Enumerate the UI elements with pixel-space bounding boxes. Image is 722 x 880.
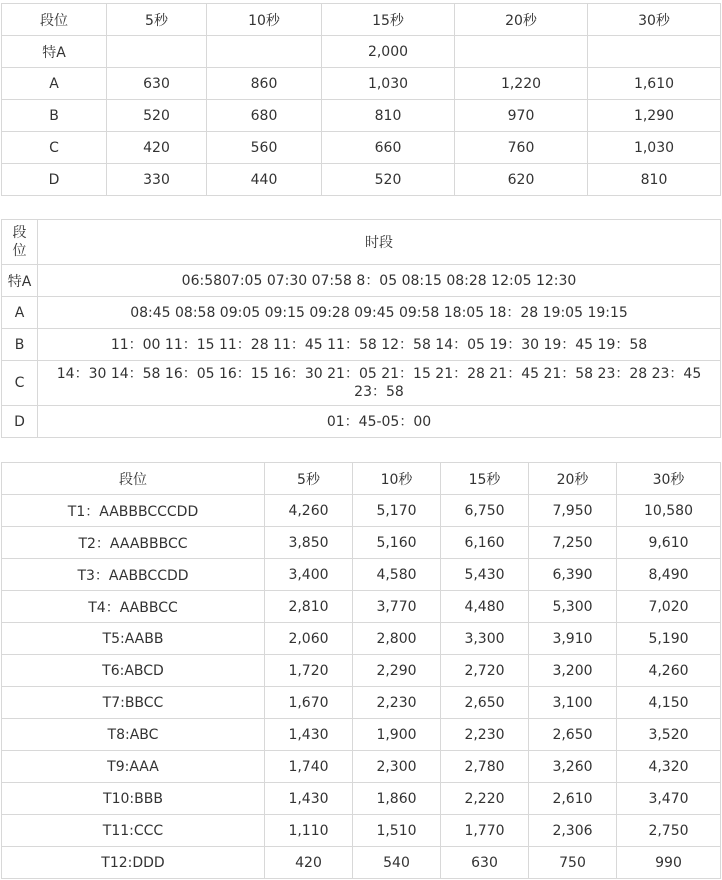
table-row [2, 265, 721, 297]
package-cell: T1：AABBBCCCDD [2, 495, 265, 527]
price-cell: 2,720 [441, 655, 529, 687]
price-cell: 3,200 [529, 655, 617, 687]
package-cell: T4：AABBCC [2, 591, 265, 623]
time-slots-cell: 06:5807:05 07:30 07:58 8：05 08:15 08:28 12:05 12:30 [38, 265, 721, 297]
grade-cell: C [2, 361, 38, 406]
price-cell: 9,610 [617, 527, 721, 559]
empty-cell [207, 36, 322, 68]
grade-cell: D [2, 406, 38, 438]
table-row [2, 100, 721, 132]
price-cell: 1,290 [588, 100, 721, 132]
price-cell: 4,320 [617, 751, 721, 783]
price-cell: 1,610 [588, 68, 721, 100]
table-row [2, 815, 721, 847]
header-cell-grade: 段 位 [2, 220, 38, 265]
price-cell: 8,490 [617, 559, 721, 591]
table-row [2, 655, 721, 687]
price-cell: 3,910 [529, 623, 617, 655]
header-cell: 10秒 [207, 4, 322, 36]
price-cell: 560 [207, 132, 322, 164]
grade-cell: D [2, 164, 107, 196]
header-cell: 段位 [2, 4, 107, 36]
price-cell: 620 [455, 164, 588, 196]
table-row [2, 406, 721, 438]
header-cell: 30秒 [588, 4, 721, 36]
price-cell: 1,030 [322, 68, 455, 100]
header-cell: 15秒 [322, 4, 455, 36]
price-cell: 990 [617, 847, 721, 879]
table-row [2, 297, 721, 329]
table-row [2, 559, 721, 591]
package-cell: T6:ABCD [2, 655, 265, 687]
header-cell: 20秒 [529, 463, 617, 495]
price-cell: 5,430 [441, 559, 529, 591]
price-cell: 420 [265, 847, 353, 879]
price-cell: 810 [322, 100, 455, 132]
price-cell: 970 [455, 100, 588, 132]
time-slots-cell: 14：30 14：58 16：05 16：15 16：30 21：05 21：15 21：28 21：45 21：58 23：28 23：45 23：58 [38, 361, 721, 406]
package-cell: T10:BBB [2, 783, 265, 815]
price-cell: 1,900 [353, 719, 441, 751]
price-cell: 630 [107, 68, 207, 100]
price-cell: 750 [529, 847, 617, 879]
price-cell: 680 [207, 100, 322, 132]
time-slots-cell: 08:45 08:58 09:05 09:15 09:28 09:45 09:58 18:05 18：28 19:05 19:15 [38, 297, 721, 329]
package-cell: T12:DDD [2, 847, 265, 879]
price-cell: 3,470 [617, 783, 721, 815]
price-cell: 2,810 [265, 591, 353, 623]
grade-cell: 特A [2, 36, 107, 68]
price-cell: 420 [107, 132, 207, 164]
price-cell: 5,190 [617, 623, 721, 655]
price-cell: 2,650 [529, 719, 617, 751]
price-cell: 7,020 [617, 591, 721, 623]
table-row [2, 719, 721, 751]
price-cell: 1,030 [588, 132, 721, 164]
price-cell: 520 [107, 100, 207, 132]
price-cell: 2,650 [441, 687, 529, 719]
header-cell: 30秒 [617, 463, 721, 495]
table-row [2, 847, 721, 879]
package-cell: T11:CCC [2, 815, 265, 847]
price-cell: 4,580 [353, 559, 441, 591]
empty-cell [107, 36, 207, 68]
price-cell: 3,300 [441, 623, 529, 655]
price-cell: 2,060 [265, 623, 353, 655]
price-cell: 7,950 [529, 495, 617, 527]
price-cell: 330 [107, 164, 207, 196]
grade-cell: C [2, 132, 107, 164]
price-cell: 4,480 [441, 591, 529, 623]
header-cell: 10秒 [353, 463, 441, 495]
price-cell: 1,220 [455, 68, 588, 100]
price-cell: 860 [207, 68, 322, 100]
price-table-by-grade [1, 3, 721, 196]
table-header-row [2, 220, 721, 265]
price-cell: 6,160 [441, 527, 529, 559]
price-cell: 2,230 [441, 719, 529, 751]
price-cell: 2,300 [353, 751, 441, 783]
table-row [2, 361, 721, 406]
price-cell: 630 [441, 847, 529, 879]
price-cell: 660 [322, 132, 455, 164]
price-cell: 4,260 [265, 495, 353, 527]
price-cell: 1,430 [265, 719, 353, 751]
time-slots-cell: 01：45-05：00 [38, 406, 721, 438]
table-header-row [2, 4, 721, 36]
table-row [2, 329, 721, 361]
table-row [2, 527, 721, 559]
price-cell: 5,160 [353, 527, 441, 559]
price-cell: 2,290 [353, 655, 441, 687]
table-row [2, 132, 721, 164]
package-cell: T9:AAA [2, 751, 265, 783]
price-cell: 1,670 [265, 687, 353, 719]
grade-cell: B [2, 100, 107, 132]
price-cell: 6,750 [441, 495, 529, 527]
table-row [2, 36, 721, 68]
price-cell: 4,150 [617, 687, 721, 719]
price-cell: 2,780 [441, 751, 529, 783]
price-cell: 2,000 [322, 36, 455, 68]
header-cell: 5秒 [107, 4, 207, 36]
package-cell: T7:BBCC [2, 687, 265, 719]
header-cell: 15秒 [441, 463, 529, 495]
time-slots-cell: 11：00 11：15 11：28 11：45 11：58 12：58 14：05 19：30 19：45 19：58 [38, 329, 721, 361]
price-cell: 2,610 [529, 783, 617, 815]
package-cell: T3：AABBCCDD [2, 559, 265, 591]
price-cell: 3,850 [265, 527, 353, 559]
price-cell: 520 [322, 164, 455, 196]
package-price-table [1, 462, 721, 879]
price-cell: 1,430 [265, 783, 353, 815]
price-cell: 3,520 [617, 719, 721, 751]
grade-cell: A [2, 68, 107, 100]
table-row [2, 751, 721, 783]
package-cell: T8:ABC [2, 719, 265, 751]
table-row [2, 495, 721, 527]
price-cell: 2,800 [353, 623, 441, 655]
header-cell: 5秒 [265, 463, 353, 495]
price-cell: 3,770 [353, 591, 441, 623]
table-row [2, 68, 721, 100]
price-cell: 3,100 [529, 687, 617, 719]
grade-cell: A [2, 297, 38, 329]
price-cell: 4,260 [617, 655, 721, 687]
package-cell: T2：AAABBBCC [2, 527, 265, 559]
price-cell: 2,306 [529, 815, 617, 847]
price-cell: 7,250 [529, 527, 617, 559]
price-cell: 440 [207, 164, 322, 196]
price-cell: 6,390 [529, 559, 617, 591]
price-cell: 1,740 [265, 751, 353, 783]
price-cell: 5,170 [353, 495, 441, 527]
price-cell: 810 [588, 164, 721, 196]
header-cell: 段位 [2, 463, 265, 495]
grade-cell: 特A [2, 265, 38, 297]
empty-cell [455, 36, 588, 68]
table-row [2, 591, 721, 623]
table-header-row [2, 463, 721, 495]
grade-cell: B [2, 329, 38, 361]
price-cell: 3,400 [265, 559, 353, 591]
price-cell: 10,580 [617, 495, 721, 527]
price-cell: 2,220 [441, 783, 529, 815]
table-row [2, 164, 721, 196]
time-slot-table [1, 219, 721, 438]
price-cell: 5,300 [529, 591, 617, 623]
price-cell: 2,230 [353, 687, 441, 719]
table-row [2, 623, 721, 655]
header-cell: 20秒 [455, 4, 588, 36]
price-cell: 1,860 [353, 783, 441, 815]
price-cell: 1,720 [265, 655, 353, 687]
empty-cell [588, 36, 721, 68]
price-cell: 540 [353, 847, 441, 879]
package-cell: T5:AABB [2, 623, 265, 655]
price-cell: 1,770 [441, 815, 529, 847]
price-cell: 1,110 [265, 815, 353, 847]
table-row [2, 783, 721, 815]
table-row [2, 687, 721, 719]
header-cell-time: 时段 [38, 220, 721, 265]
price-cell: 2,750 [617, 815, 721, 847]
price-cell: 3,260 [529, 751, 617, 783]
price-cell: 1,510 [353, 815, 441, 847]
price-cell: 760 [455, 132, 588, 164]
